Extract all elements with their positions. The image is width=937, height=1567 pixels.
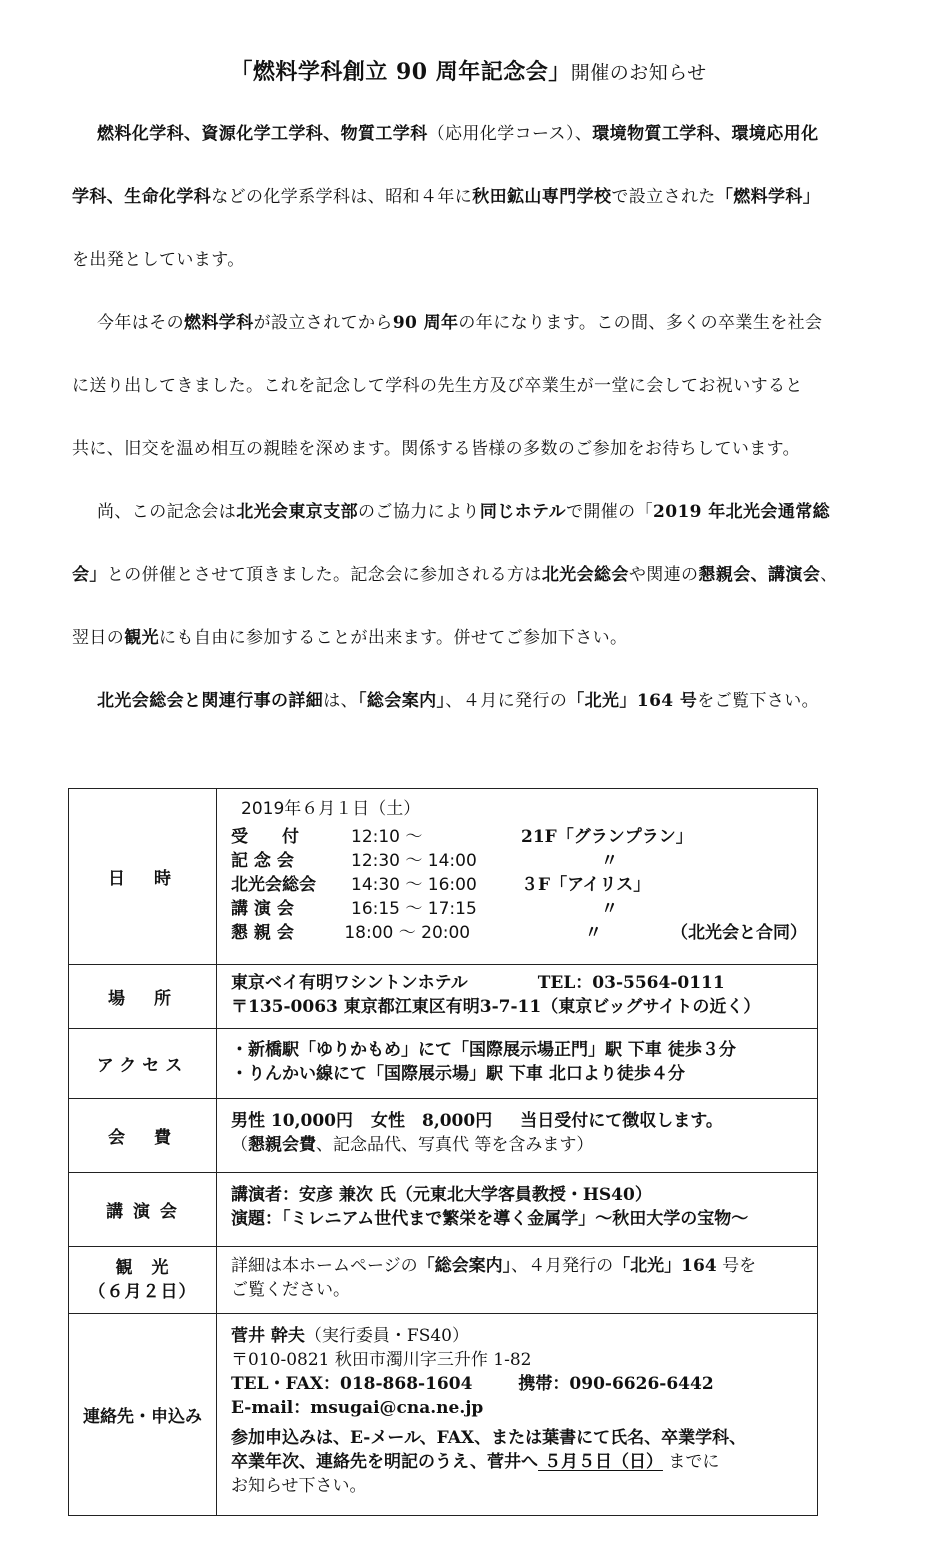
text-bold: 北光会総会 (541, 565, 629, 585)
schedule-time: 12:10 ～ (351, 827, 423, 847)
text-bold: 懇親会、講演会 (698, 565, 821, 585)
text-bold: 燃料学科 (184, 313, 254, 333)
fee-female: 女性 8,000円 (370, 1111, 493, 1131)
lecture-topic: 演題：「ミレニアム世代まで繁栄を導く金属学」～秋田大学の宝物～ (231, 1209, 749, 1229)
schedule-place: ３F「アイリス」 (521, 875, 651, 895)
row-fee (69, 1099, 818, 1173)
schedule-event: 受 付 (231, 827, 299, 847)
access-cell (217, 1029, 818, 1099)
text-bold: 北光会東京支部 (236, 502, 359, 522)
text: 、 (820, 565, 838, 585)
venue-address: 〒135-0063 東京都江東区有明3-7-11（東京ビッグサイトの近く） (231, 997, 761, 1017)
text-bold: 「燃料学科」 (715, 187, 821, 207)
text-bold: 秋田鉱山専門学校 (472, 187, 612, 207)
schedule-note (671, 873, 675, 897)
text: 詳細は本ホームページの (231, 1256, 418, 1276)
contact-email: E-mail：msugai@cna.ne.jp (231, 1398, 484, 1418)
schedule-time: 18:00 ～ 20:00 (344, 923, 471, 943)
text: 、４月に発行の (445, 691, 568, 711)
intro-p4-line-1 (72, 685, 887, 748)
fee-line-2 (231, 1133, 807, 1157)
intro-p2-line-1 (72, 307, 887, 370)
fee-line-1 (231, 1109, 807, 1133)
intro-p3-line-1 (72, 496, 887, 559)
text: や関連の (628, 565, 699, 585)
apply-line-3: お知らせ下さい。 (231, 1476, 367, 1496)
venue-name: 東京ベイ有明ワシントンホテル (231, 973, 468, 993)
intro-p2-line-2 (72, 370, 887, 433)
contact-phone-line (231, 1372, 807, 1396)
schedule-row (231, 825, 807, 849)
text: （ (231, 1135, 248, 1155)
page-title (0, 55, 937, 86)
access-line-1: ・新橋駅「ゆりかもめ」にて「国際展示場正門」駅 下車 徒歩３分 (231, 1040, 736, 1060)
schedule-time: 14:30 ～ 16:00 (351, 875, 477, 895)
contact-postal: 〒010-0821 秋田市濁川字三升作 1-82 (231, 1350, 532, 1370)
title-sub: 開催のお知らせ (570, 62, 707, 84)
text: に送り出してきました。これを記念して学科の先生方及び卒業生が一堂に会してお祝いすると (72, 376, 803, 396)
apply-deadline: ５月５日（日） (538, 1452, 663, 1472)
contact-telfax: TEL・FAX：018-868-1604 (231, 1374, 473, 1394)
text: との併催とさせて頂きました。記念会に参加される方は (106, 565, 542, 585)
text: 、記念品代、写真代 等を含みます） (316, 1135, 594, 1155)
text: 今年はその (97, 313, 184, 333)
schedule-place: 〃 (584, 923, 602, 943)
apply-line-1: 参加申込みは、E-メール、FAX、または葉書にて氏名、卒業学科、 (231, 1428, 747, 1448)
text: 尚、この記念会は (97, 502, 237, 522)
text: で開催の「 (565, 502, 653, 522)
row-tour (69, 1247, 818, 1314)
text-bold: 燃料化学科、資源化学工学科、物質工学科 (97, 124, 428, 144)
text-bold: 「総会案内」 (417, 1256, 512, 1276)
row-contact (69, 1314, 818, 1516)
text: などの化学系学科は、昭和４年に (211, 187, 473, 207)
text: にも自由に参加することが出来ます。併せてご参加下さい。 (159, 628, 628, 648)
venue-tel: TEL：03-5564-0111 (537, 973, 725, 993)
row-venue (69, 965, 818, 1029)
row-access (69, 1029, 818, 1099)
fee-collect: 当日受付にて徴収します。 (520, 1111, 723, 1131)
contact-mobile: 携帯：090-6626-6442 (518, 1374, 714, 1394)
text-bold: 環境物質工学科、環境応用化 (592, 124, 819, 144)
schedule-event: 記 念 会 (231, 851, 294, 871)
text-bold: 同じホテル (479, 502, 566, 522)
text: の年になります。この間、多くの卒業生を社会 (458, 313, 823, 333)
schedule-place: 〃 (601, 899, 618, 919)
text: （応用化学コース）、 (427, 124, 593, 144)
schedule-row (231, 849, 807, 873)
text: 翌日の (72, 628, 125, 648)
contact-name (231, 1324, 807, 1348)
lecture-speaker: 講演者：安彦 兼次 氏（元東北大学客員教授・HS40） (231, 1185, 652, 1205)
apply-line-2 (231, 1450, 807, 1474)
tour-line-1 (231, 1254, 807, 1278)
schedule-note: （北光会と合同） (671, 923, 807, 943)
event-info-table (68, 788, 818, 1516)
text-bold: 会」 (72, 565, 107, 585)
text: 共に、旧交を温め相互の親睦を深めます。関係する皆様の多数のご参加をお待ちしています。 (72, 439, 801, 459)
text-bold: 北光会総会と関連行事の詳細 (97, 691, 324, 711)
label-access: アクセス (69, 1029, 217, 1099)
text-bold: 学科、生命化学科 (72, 187, 212, 207)
row-lecture (69, 1173, 818, 1247)
schedule-note (671, 897, 675, 921)
text-bold: 90 周年 (392, 313, 459, 333)
schedule-event: 北光会総会 (231, 875, 316, 895)
fee-cell (217, 1099, 818, 1173)
label-tour-2: （６月２日） (88, 1282, 197, 1302)
intro-p1-line-2 (72, 181, 887, 244)
schedule-place: 21F「グランプラン」 (521, 827, 693, 847)
intro-p3-line-3 (72, 622, 887, 685)
label-tour (69, 1247, 217, 1314)
text: （実行委員・FS40） (304, 1326, 469, 1346)
access-line-2: ・りんかい線にて「国際展示場」駅 下車 北口より徒歩４分 (231, 1064, 685, 1084)
label-datetime: 日 時 (69, 789, 217, 965)
schedule-event: 懇 親 会 (231, 923, 294, 943)
intro-paragraph-1 (72, 118, 887, 307)
venue-line-1 (231, 971, 807, 995)
text-bold: 「北光」164 号 (567, 691, 698, 711)
intro-p3-line-2 (72, 559, 887, 622)
text: で設立された (611, 187, 716, 207)
label-venue: 場 所 (69, 965, 217, 1029)
intro-p1-line-1 (72, 118, 887, 181)
text: をご覧下さい。 (697, 691, 820, 711)
schedule-note (671, 849, 675, 873)
row-datetime (69, 789, 818, 965)
intro-paragraph-2 (72, 307, 887, 496)
text-bold: 懇親会費 (248, 1135, 316, 1155)
schedule-place: 〃 (601, 851, 618, 871)
schedule-time: 12:30 ～ 14:00 (351, 851, 477, 871)
venue-cell (217, 965, 818, 1029)
intro-paragraph-3 (72, 496, 887, 685)
title-main: 「燃料学科創立 90 周年記念会」 (230, 59, 571, 85)
fee-male: 男性 10,000円 (231, 1111, 353, 1131)
text: のご協力により (358, 502, 480, 522)
contact-cell (217, 1314, 818, 1516)
label-contact: 連絡先・申込み (69, 1314, 217, 1516)
schedule-note (671, 825, 675, 849)
text: 、４月発行の (511, 1256, 614, 1276)
tour-cell (217, 1247, 818, 1314)
text-bold: 「総会案内」 (358, 691, 446, 711)
event-date: 2019年６月１日（土） (241, 799, 421, 819)
intro-p1-line-3 (72, 244, 887, 307)
tour-line-2: ご覧ください。 (231, 1280, 350, 1300)
schedule-row (231, 921, 807, 945)
text-bold: 菅井 幹夫 (231, 1326, 305, 1346)
label-lecture: 講 演 会 (69, 1173, 217, 1247)
text-bold: 卒業年次、連絡先を明記のうえ、菅井へ (231, 1452, 539, 1472)
schedule-time: 16:15 ～ 17:15 (351, 899, 477, 919)
label-tour-1: 観 光 (115, 1258, 170, 1278)
intro-text (72, 118, 887, 748)
text: が設立されてから (253, 313, 393, 333)
text-bold: 2019 年北光会通常総 (652, 502, 831, 522)
text-bold: 観光 (124, 628, 160, 648)
text: は、 (323, 691, 359, 711)
text: を出発としています。 (72, 250, 245, 270)
intro-paragraph-4 (72, 685, 887, 748)
intro-p2-line-3 (72, 433, 887, 496)
schedule-row (231, 897, 807, 921)
schedule-event: 講 演 会 (231, 899, 294, 919)
lecture-cell (217, 1173, 818, 1247)
datetime-cell (217, 789, 818, 965)
text-bold: 「北光」164 (613, 1256, 717, 1276)
text: までに (662, 1452, 720, 1472)
label-fee: 会 費 (69, 1099, 217, 1173)
schedule-row (231, 873, 807, 897)
text: 号を (716, 1256, 757, 1276)
